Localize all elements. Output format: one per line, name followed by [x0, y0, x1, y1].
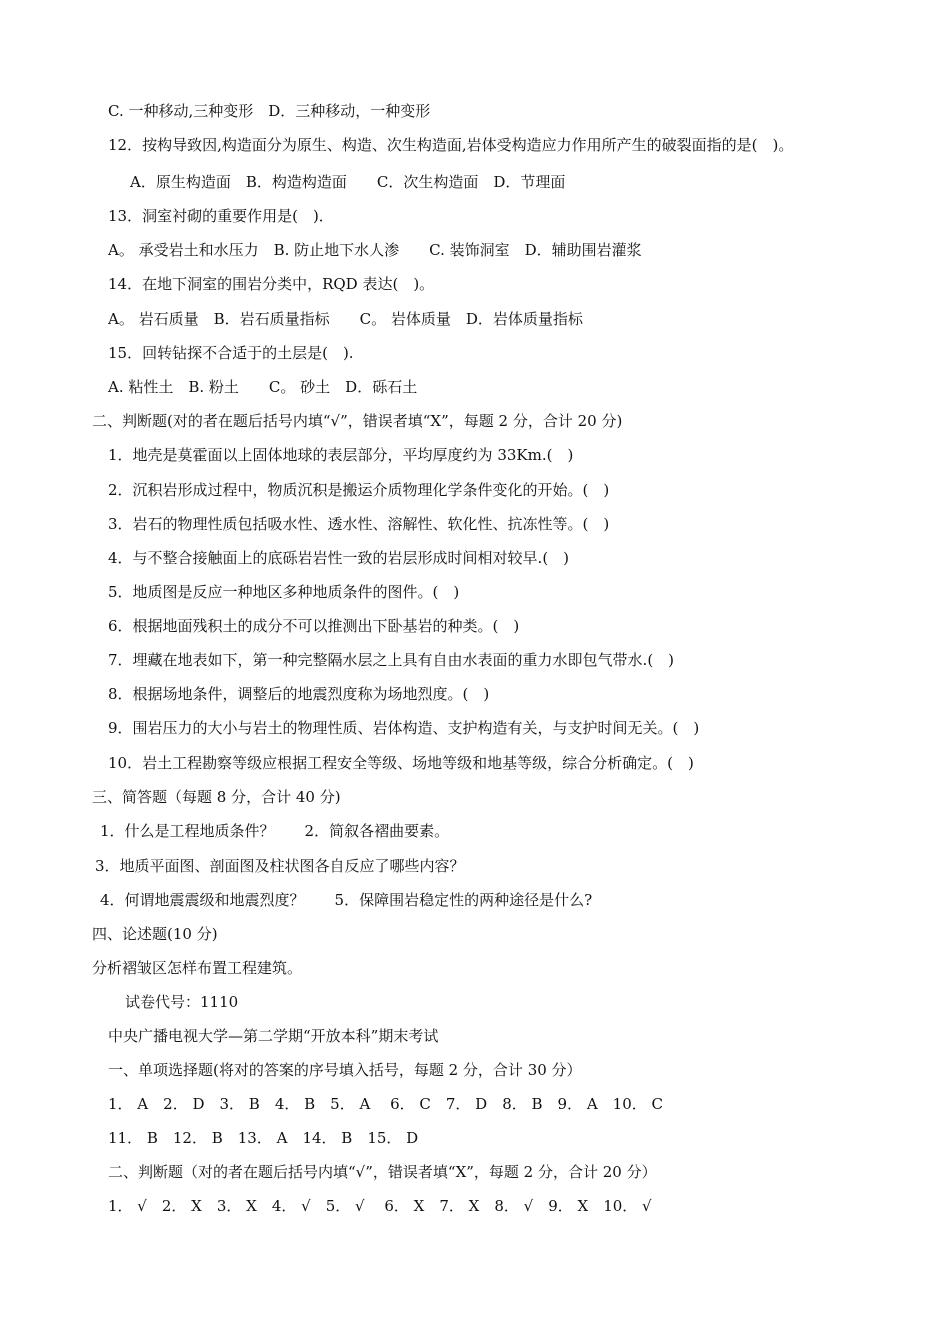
q15-text: 15．回转钻探不合适于的土层是( ).	[108, 344, 354, 362]
answers-1-10: 1． A 2． D 3． B 4． B 5． A 6． C 7． D 8． B 9． A 10． C	[108, 1095, 664, 1113]
section-2-heading: 二、判断题(对的者在题后括号内填“√”，错误者填“X”，每题 2 分，合计 20 分)	[92, 412, 623, 430]
section-3-heading: 三、简答题（每题 8 分，合计 40 分)	[92, 788, 341, 806]
exam-title: 中央广播电视大学—第二学期“开放本科”期末考试	[108, 1027, 439, 1045]
tf-item-3: 3．岩石的物理性质包括吸水性、透水性、溶解性、软化性、抗冻性等。( )	[108, 515, 610, 533]
paper-code: 试卷代号：1110	[125, 993, 239, 1011]
tf-item-1: 1．地壳是莫霍面以上固体地球的表层部分，平均厚度约为 33Km.( )	[108, 446, 574, 464]
q12-options: A．原生构造面 B．构造构造面 C．次生构造面 D．节理面	[130, 173, 566, 191]
tf-item-5: 5．地质图是反应一种地区多种地质条件的图件。( )	[108, 583, 460, 601]
short-answer-4-5: 4．何谓地震震级和地震烈度？ 5．保障围岩稳定性的两种途径是什么?	[100, 891, 593, 909]
q13-options: A。 承受岩土和水压力 B. 防止地下水人渗 C. 装饰洞室 D．辅助围岩灌浆	[108, 241, 642, 259]
tf-answers: 1． √ 2． X 3． X 4． √ 5． √ 6． X 7． X 8． √ 9． X 10． √	[108, 1197, 652, 1215]
q13-text: 13．洞室衬砌的重要作用是( )．	[108, 207, 334, 225]
tf-item-7: 7．埋藏在地表如下，第一种完整隔水层之上具有自由水表面的重力水即包气带水.( )	[108, 651, 675, 669]
answers-11-15: 11． B 12． B 13． A 14． B 15． D	[108, 1129, 419, 1147]
tf-item-9: 9．围岩压力的大小与岩土的物理性质、岩体构造、支护构造有关，与支护时间无关。( )	[108, 719, 700, 737]
tf-item-6: 6．根据地面残积土的成分不可以推测出下卧基岩的种类。( )	[108, 617, 520, 635]
short-answer-3: 3．地质平面图、剖面图及柱状图各自反应了哪些内容？	[95, 857, 465, 875]
q14-options: A。 岩石质量 B．岩石质量指标 C。 岩体质量 D．岩体质量指标	[108, 310, 583, 328]
tf-item-4: 4．与不整合接触面上的底砾岩岩性一致的岩层形成时间相对较早.( )	[108, 549, 570, 567]
tf-item-8: 8．根据场地条件，调整后的地震烈度称为场地烈度。( )	[108, 685, 490, 703]
tf-item-10: 10．岩土工程勘察等级应根据工程安全等级、场地等级和地基等级，综合分析确定。( )	[108, 754, 694, 772]
q15-options: A. 粘性土 B. 粉土 C。 砂土 D．砾石土	[108, 378, 418, 396]
section-4-heading: 四、论述题(10 分)	[92, 925, 218, 943]
q14-text: 14．在地下洞室的围岩分类中，RQD 表达( )。	[108, 275, 435, 293]
tf-item-2: 2．沉积岩形成过程中，物质沉积是搬运介质物理化学条件变化的开始。( )	[108, 481, 610, 499]
short-answer-1-2: 1．什么是工程地质条件？ 2．简叙各褶曲要素。	[100, 822, 450, 840]
q11-options-cd: C. 一种移动,三种变形 D．三种移动，一种变形	[108, 102, 431, 120]
answer-section-1-heading: 一、单项选择题(将对的答案的序号填入括号，每题 2 分，合计 30 分）	[108, 1061, 582, 1079]
answer-section-2-heading: 二、判断题（对的者在题后括号内填“√”，错误者填“X”，每题 2 分，合计 20 分）	[108, 1163, 657, 1181]
q12-text: 12．按构导致因,构造面分为原生、构造、次生构造面,岩体受构造应力作用所产生的破裂面指的是( )。	[108, 136, 794, 154]
essay-question: 分析褶皱区怎样布置工程建筑。	[92, 959, 303, 977]
